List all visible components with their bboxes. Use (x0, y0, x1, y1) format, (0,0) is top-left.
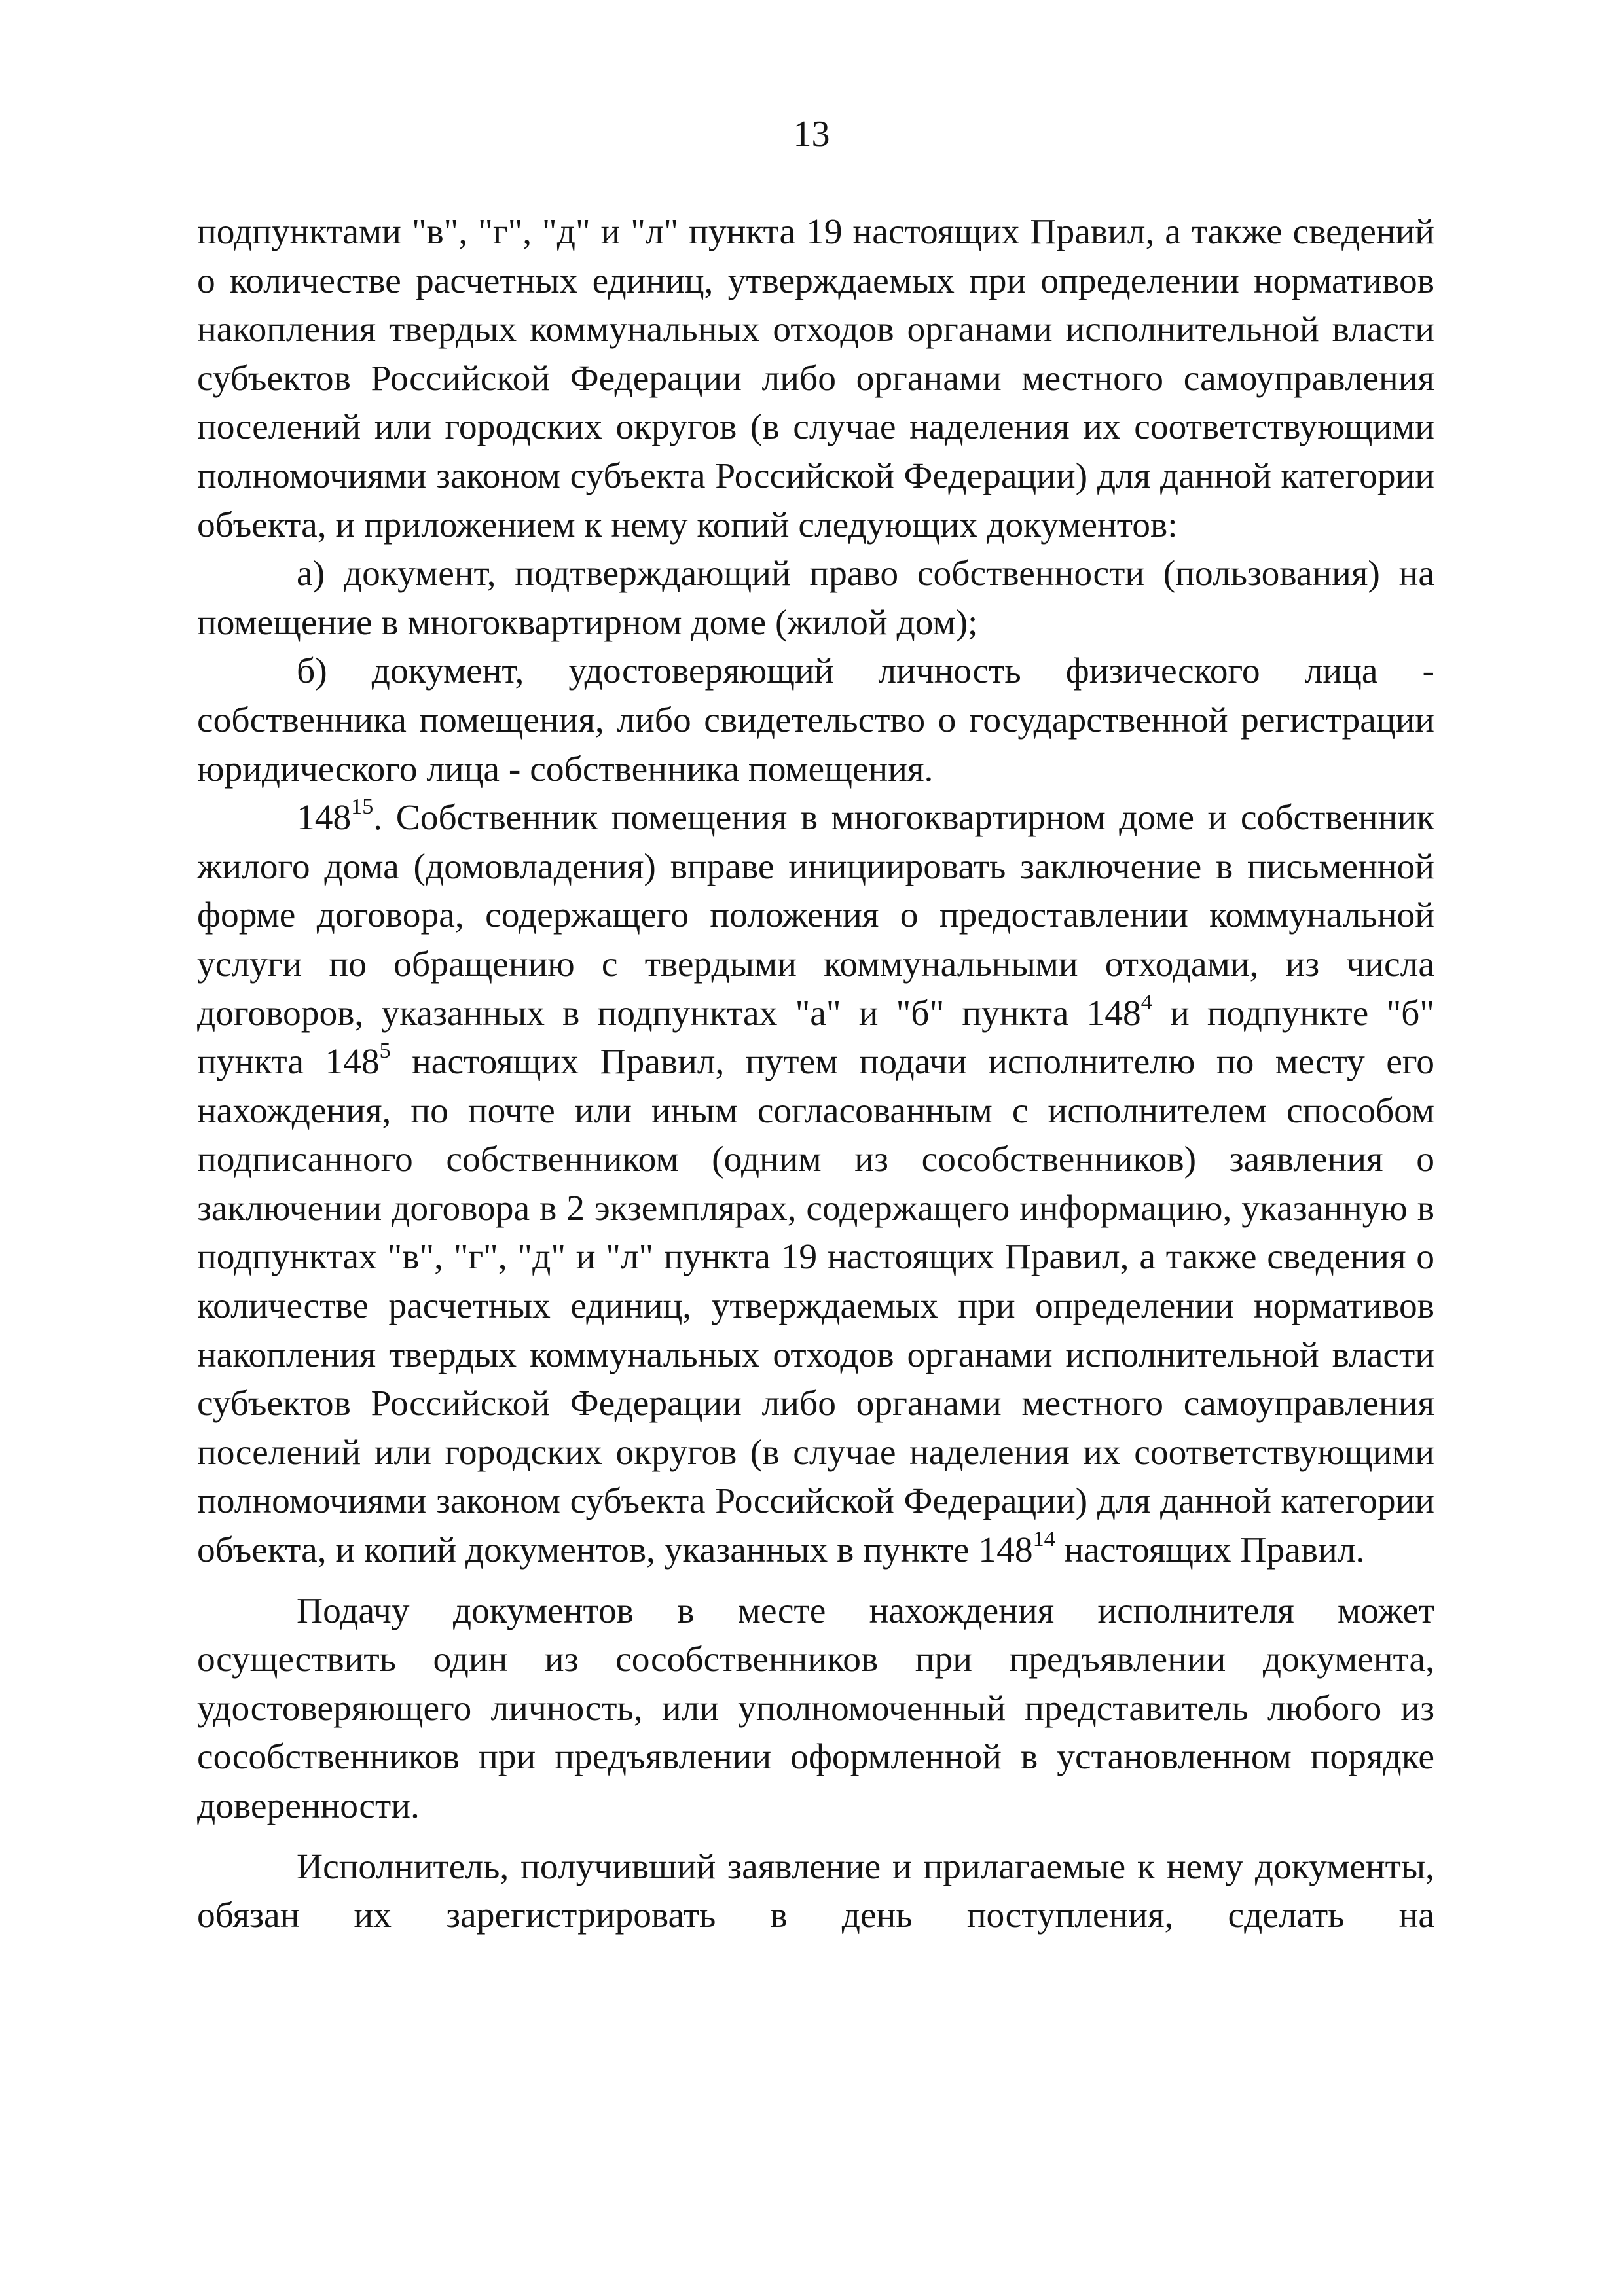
paragraph-text: . Собственник помещения в многоквартирном доме и собственник жилого дома (домовладения) вправе инициировать заключение в письменной форме договора, содержащего положения о предоставлении коммунальной услуги по обращению с твердыми коммунальными отходами, из числа договоров, указанных в подпунктах "а" и "б" пункта 148 (197, 798, 1434, 1033)
list-item-a: а) документ, подтверждающий право собственности (пользования) на помещение в многоквартирном доме (жилой дом); (197, 554, 1434, 643)
paragraph-submission: Подачу документов в месте нахождения исполнителя может осуществить один из сособственников при предъявлении документа, удостоверяющего личность, или уполномоченный представитель любого из сособственников при предъявлении оформленной в установленном порядке доверенности. (197, 1590, 1434, 1826)
clause-number: 148 (297, 798, 352, 838)
superscript: 5 (379, 1039, 391, 1064)
superscript: 14 (1032, 1527, 1055, 1552)
superscript: 4 (1140, 990, 1152, 1014)
paragraph-registration: Исполнитель, получивший заявление и прилагаемые к нему документы, обязан их зарегистрировать в день поступления, сделать на (197, 1846, 1434, 1936)
paragraph-text: и подпункте "б" пункта 148 (197, 993, 1434, 1083)
paragraph-text: настоящих Правил, путем подачи исполнителю по месту его нахождения, по почте или иным согласованным с исполнителем способом подписанного собственником (одним из сособственников) заявления о заключении договора в 2 экземплярах, содержащего информацию, указанную в подпунктах "в", "г", "д" и "л" пункта 19 настоящих Правил, а также сведения о количестве расчетных единиц, утверждаемых при определении нормативов накопления твердых коммунальных отходов органами исполнительной власти субъектов Российской Федерации либо органами местного самоуправления поселений или городских округов (в случае наделения их соответствующими полномочиями законом субъекта Российской Федерации) для данной категории объекта, и копий документов, указанных в пункте 148 (197, 1042, 1434, 1571)
paragraph-text: настоящих Правил. (1055, 1530, 1365, 1571)
document-body (197, 208, 1434, 1941)
paragraph-continuation: подпунктами "в", "г", "д" и "л" пункта 19 настоящих Правил, а также сведений о количестве расчетных единиц, утверждаемых при определении нормативов накопления твердых коммунальных отходов органами исполнительной власти субъектов Российской Федерации либо органами местного самоуправления поселений или городских округов (в случае наделения их соответствующими полномочиями законом субъекта Российской Федерации) для данной категории объекта, и приложением к нему копий следующих документов: (197, 212, 1434, 545)
page-number: 13 (793, 114, 830, 154)
list-item-b: б) документ, удостоверяющий личность физического лица - собственника помещения, либо свидетельство о государственной регистрации юридического лица - собственника помещения. (197, 651, 1434, 789)
clause-number-superscript: 15 (351, 795, 374, 819)
paragraph-148-15 (197, 794, 1434, 1575)
